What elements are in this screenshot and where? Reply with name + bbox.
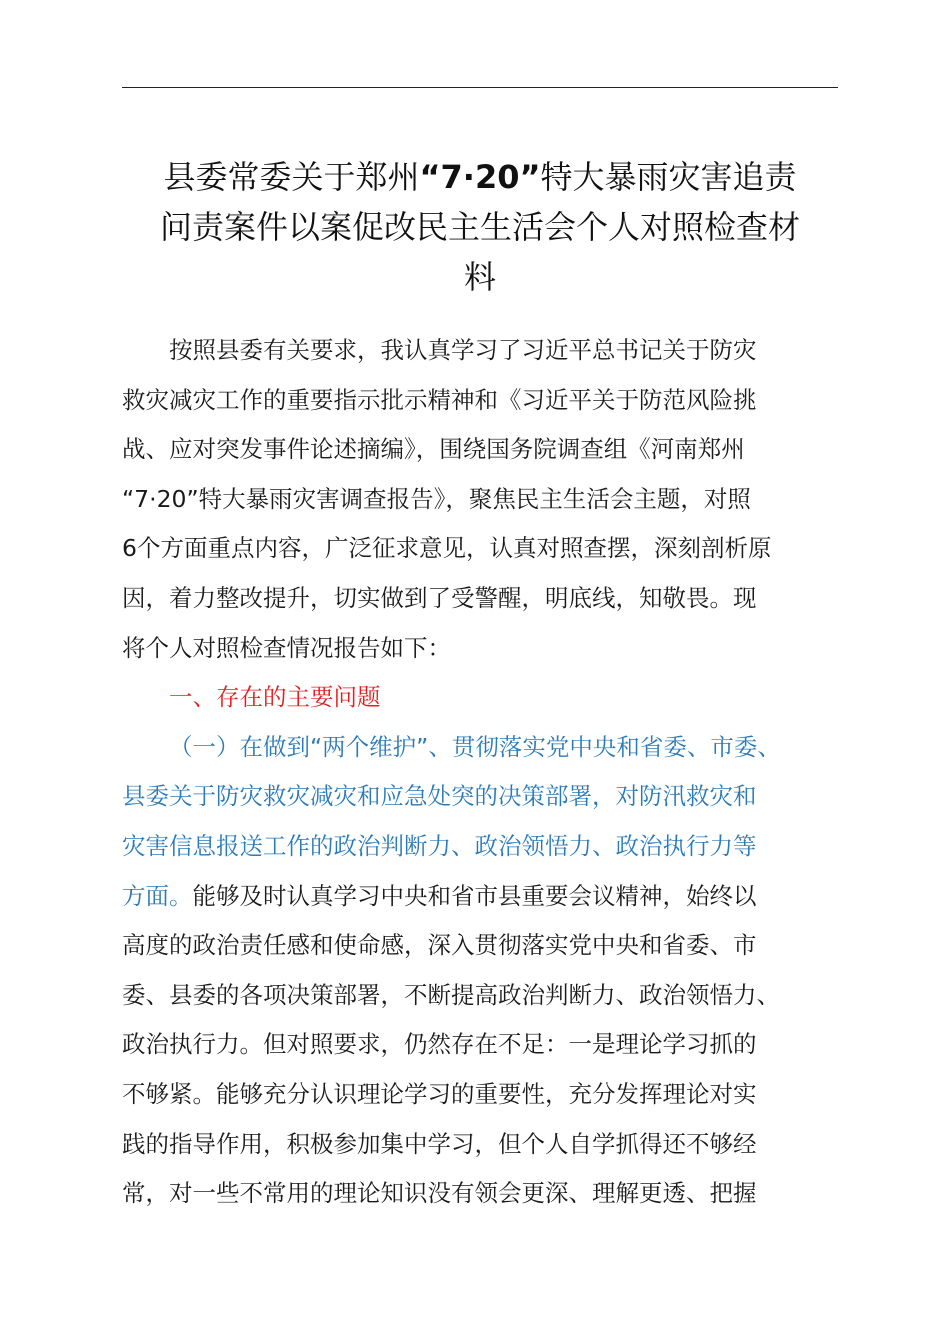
subsection-heading-line: 县委关于防灾救灾减灾和应急处突的决策部署，对防汛救灾和 [122,782,757,811]
intro-line: 6个方面重点内容，广泛征求意见，认真对照查摆，深刻剖析原 [122,534,772,563]
subsection-heading-tail: 方面。 [122,881,193,910]
body-line: 践的指导作用，积极参加集中学习，但个人自学抓得还不够经 [122,1129,757,1158]
intro-line: 因，着力整改提升，切实做到了受警醒，明底线，知敬畏。现 [122,583,757,612]
body-fragment: 能够及时认真学习中央和省市县重要会议精神，始终以 [192,881,757,910]
section-heading: 一、存在的主要问题 [169,683,381,712]
intro-line: 按照县委有关要求，我认真学习了习近平总书记关于防灾 [169,336,757,364]
title-line-1: 县委常委关于郑州“7·20”特大暴雨灾害追责 [163,158,797,196]
title-line-3: 料 [463,258,496,296]
mixed-line [122,872,838,922]
body-line: 委、县委的各项决策部署，不断提高政治判断力、政治领悟力、 [122,980,780,1009]
title-line-2: 问责案件以案促改民主生活会个人对照检查材 [159,208,800,246]
subsection-heading-line: （一）在做到“两个维护”、贯彻落实党中央和省委、市委、 [169,732,781,761]
intro-line: 将个人对照检查情况报告如下： [122,633,451,662]
subsection-heading-line: 灾害信息报送工作的政治判断力、政治领悟力、政治执行力等 [122,831,757,860]
intro-line: 救灾减灾工作的重要指示批示精神和《习近平关于防范风险挑 [122,385,757,414]
intro-line: 战、应对突发事件论述摘编》，围绕国务院调查组《河南郑州 [122,435,745,464]
body-line: 不够紧。能够充分认识理论学习的重要性，充分发挥理论对实 [122,1079,757,1108]
intro-line: “7·20”特大暴雨灾害调查报告》，聚焦民主生活会主题，对照 [122,484,751,513]
header-rule [122,87,838,88]
body-line: 高度的政治责任感和使命感，深入贯彻落实党中央和省委、市 [122,931,757,960]
document-title [110,152,850,302]
body-line: 常，对一些不常用的理论知识没有领会更深、理解更透、把握 [122,1179,757,1208]
body-line: 政治执行力。但对照要求，仍然存在不足：一是理论学习抓的 [122,1030,757,1059]
document-body [122,326,838,1219]
